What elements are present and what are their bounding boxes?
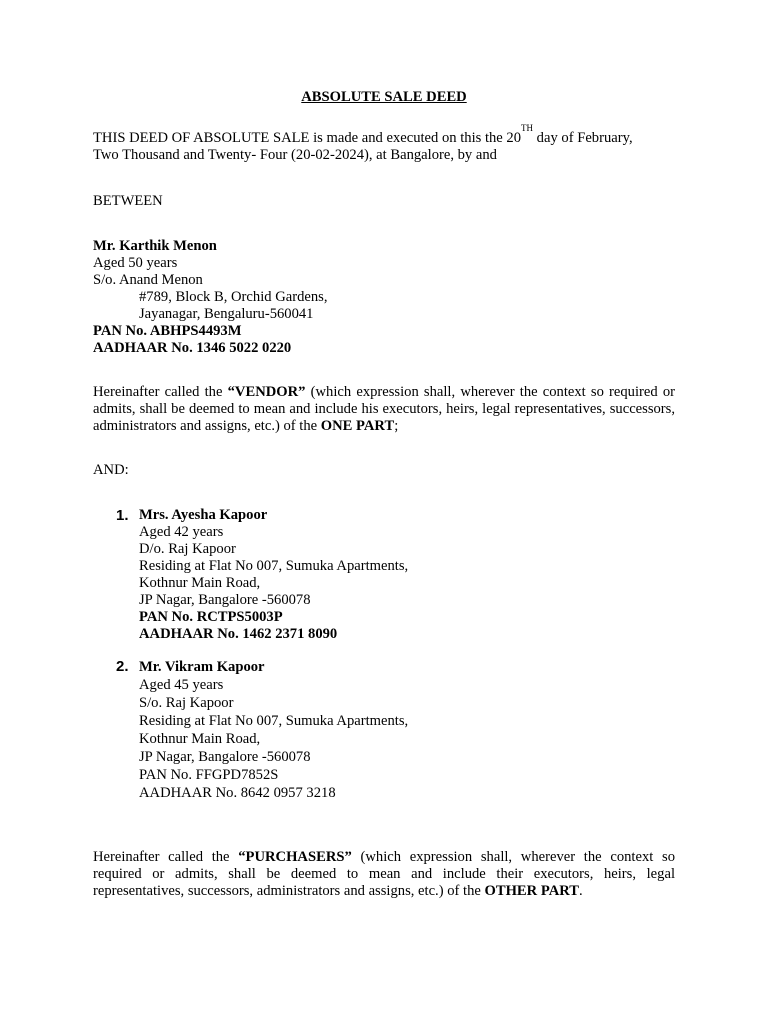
purchaser-part: OTHER PART — [484, 883, 579, 899]
vendor-clause — [93, 384, 675, 435]
vendor-address-line-1: #789, Block B, Orchid Gardens, — [139, 289, 328, 305]
purchaser-1-address-line-3: JP Nagar, Bangalore -560078 — [139, 592, 311, 608]
purchaser-1-aadhaar: AADHAAR No. 1462 2371 8090 — [139, 626, 338, 642]
purchaser-1-address-line-2: Kothnur Main Road, — [139, 575, 261, 591]
vendor-relation: S/o. Anand Menon — [93, 272, 203, 288]
vendor-part: ONE PART — [320, 418, 395, 434]
purchaser-2-address-line-1: Residing at Flat No 007, Sumuka Apartments, — [139, 713, 409, 729]
purchaser-1-relation: D/o. Raj Kapoor — [139, 541, 236, 557]
vendor-clause-body: (which expression shall, wherever the context so required or admits, shall be deemed to mean and include his executors, heirs, legal representatives, successors, administrators and assigns, etc.) of the — [93, 384, 675, 434]
purchaser-2-address-line-3: JP Nagar, Bangalore -560078 — [139, 749, 311, 765]
purchaser-2-address-line-2: Kothnur Main Road, — [139, 731, 261, 747]
vendor-clause-lead: Hereinafter called the — [93, 384, 228, 400]
intro-line-1 — [93, 123, 675, 147]
purchaser-clause-body: (which expression shall, wherever the context so required or admits, shall be deemed to mean and include their executors, heirs, legal representatives, successors, administrators and assigns, etc.) of the — [93, 849, 675, 899]
purchaser-2-pan: PAN No. FFGPD7852S — [139, 767, 279, 783]
vendor-details — [93, 238, 675, 357]
purchaser-2-number: 2. — [116, 658, 129, 675]
purchaser-1-name: Mrs. Ayesha Kapoor — [139, 507, 268, 523]
purchaser-1-pan: PAN No. RCTPS5003P — [139, 609, 283, 625]
document-title: ABSOLUTE SALE DEED — [301, 89, 467, 105]
between-label: BETWEEN — [93, 193, 163, 209]
purchaser-1-details — [139, 507, 408, 643]
purchaser-clause-end: . — [579, 883, 583, 899]
and-label: AND: — [93, 462, 129, 478]
purchaser-2-age: Aged 45 years — [139, 677, 224, 693]
vendor-term: “VENDOR” — [227, 384, 306, 400]
vendor-aadhaar: AADHAAR No. 1346 5022 0220 — [93, 340, 292, 356]
purchaser-2-name: Mr. Vikram Kapoor — [139, 659, 265, 675]
intro-text-a: THIS DEED OF ABSOLUTE SALE is made and executed on this the 20 — [93, 130, 522, 146]
vendor-address-line-2: Jayanagar, Bengaluru-560041 — [139, 306, 314, 322]
purchaser-clause-lead: Hereinafter called the — [93, 849, 239, 865]
intro-line-2: Two Thousand and Twenty- Four (20-02-2024), at Bangalore, by and — [93, 147, 497, 163]
intro-superscript: TH — [521, 123, 534, 133]
purchaser-2-details — [139, 658, 408, 802]
purchaser-clause — [93, 849, 675, 900]
vendor-age: Aged 50 years — [93, 255, 178, 271]
intro-paragraph — [93, 123, 675, 164]
vendor-clause-end: ; — [394, 418, 399, 434]
vendor-name: Mr. Karthik Menon — [93, 238, 217, 254]
purchaser-term: “PURCHASERS” — [238, 849, 352, 865]
vendor-pan: PAN No. ABHPS4493M — [93, 323, 242, 339]
purchaser-2-relation: S/o. Raj Kapoor — [139, 695, 234, 711]
purchaser-1-age: Aged 42 years — [139, 524, 224, 540]
purchaser-1-address-line-1: Residing at Flat No 007, Sumuka Apartments, — [139, 558, 409, 574]
purchaser-1-number: 1. — [116, 507, 129, 524]
purchaser-2-aadhaar: AADHAAR No. 8642 0957 3218 — [139, 785, 336, 801]
intro-text-b: day of February, — [533, 130, 633, 146]
